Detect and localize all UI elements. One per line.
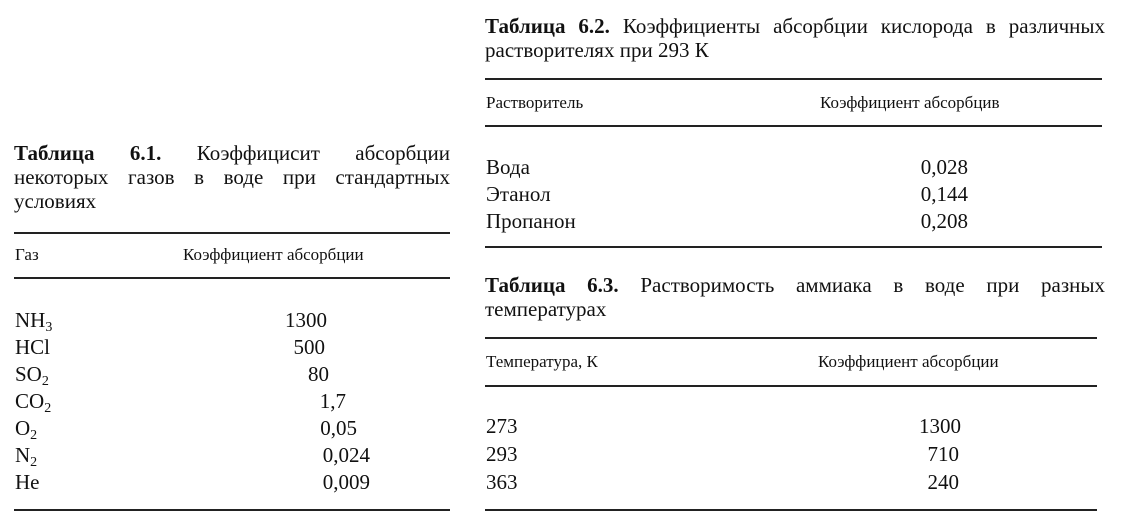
absorption-value: 240 xyxy=(927,470,959,494)
absorption-value: 0,208 xyxy=(920,209,968,233)
absorption-value: 0,028 xyxy=(920,155,968,179)
table-6-1-top-rule xyxy=(14,232,450,234)
absorption-value: 0,009 xyxy=(322,470,370,494)
table-6-2-caption-number: Таблица 6.2. xyxy=(485,14,610,38)
table-6-2-header-solvent: Растворитель xyxy=(486,93,584,112)
table-6-2-bottom-rule xyxy=(485,246,1102,248)
table-6-1-caption-text: Коэффицисит абсорбции некоторых газов в воде при стандартных условиях xyxy=(14,141,450,213)
table-6-3-caption-text: Растворимость аммиака в воде при разных температурах xyxy=(485,273,1106,321)
table-6-3-caption xyxy=(485,273,1105,321)
table-6-2-header-coefficient: Коэффициент абсорбцив xyxy=(820,93,1000,112)
table-6-3-header-coefficient: Коэффициент абсорбции xyxy=(818,352,999,371)
table-6-2-caption-text: Коэффициенты абсорбции кислорода в различных растворителях при 293 К xyxy=(485,14,1105,62)
gas-name: $O_2$ xyxy=(15,416,38,443)
temperature-value: 363 xyxy=(486,470,518,494)
gas-name: $SO_2$ xyxy=(15,362,49,389)
gas-name: He xyxy=(15,470,40,494)
table-6-3-top-rule xyxy=(485,337,1097,339)
temperature-value: 273 xyxy=(486,414,518,438)
table-6-1-header-gas: Газ xyxy=(15,245,39,264)
absorption-value: 710 xyxy=(927,442,959,466)
solvent-name: Вода xyxy=(486,155,530,179)
table-6-1-caption-number: Таблица 6.1. xyxy=(14,141,162,165)
absorption-value: 0,024 xyxy=(322,443,370,467)
solvent-name: Этанол xyxy=(486,182,551,206)
absorption-value: 500 xyxy=(293,335,325,359)
table-6-2-top-rule xyxy=(485,78,1102,80)
solvent-name: Пропанон xyxy=(486,209,576,233)
table-6-3-bottom-rule xyxy=(485,509,1097,511)
table-6-2-caption xyxy=(485,14,1105,62)
absorption-value: 1,7 xyxy=(319,389,346,413)
table-6-1-bottom-rule xyxy=(14,509,450,511)
table-6-1-header-coefficient: Коэффициент абсорбции xyxy=(183,245,364,264)
gas-name: HCl xyxy=(15,335,51,359)
absorption-value: 80 xyxy=(308,362,329,386)
gas-name: $NH_3$ xyxy=(15,308,53,335)
table-6-2-header-rule xyxy=(485,125,1102,127)
table-6-3-caption-number: Таблица 6.3. xyxy=(485,273,619,297)
temperature-value: 293 xyxy=(486,442,518,466)
table-6-3-header-rule xyxy=(485,385,1097,387)
absorption-value: 0,144 xyxy=(920,182,968,206)
table-6-1-header-rule xyxy=(14,277,450,279)
absorption-value: 1300 xyxy=(919,414,961,438)
table-6-1-caption xyxy=(14,141,450,213)
gas-name: $N_2$ xyxy=(15,443,38,470)
gas-name: $CO_2$ xyxy=(15,389,52,416)
table-6-3-header-temperature: Температура, К xyxy=(486,352,598,371)
absorption-value: 1300 xyxy=(285,308,327,332)
absorption-value: 0,05 xyxy=(320,416,357,440)
